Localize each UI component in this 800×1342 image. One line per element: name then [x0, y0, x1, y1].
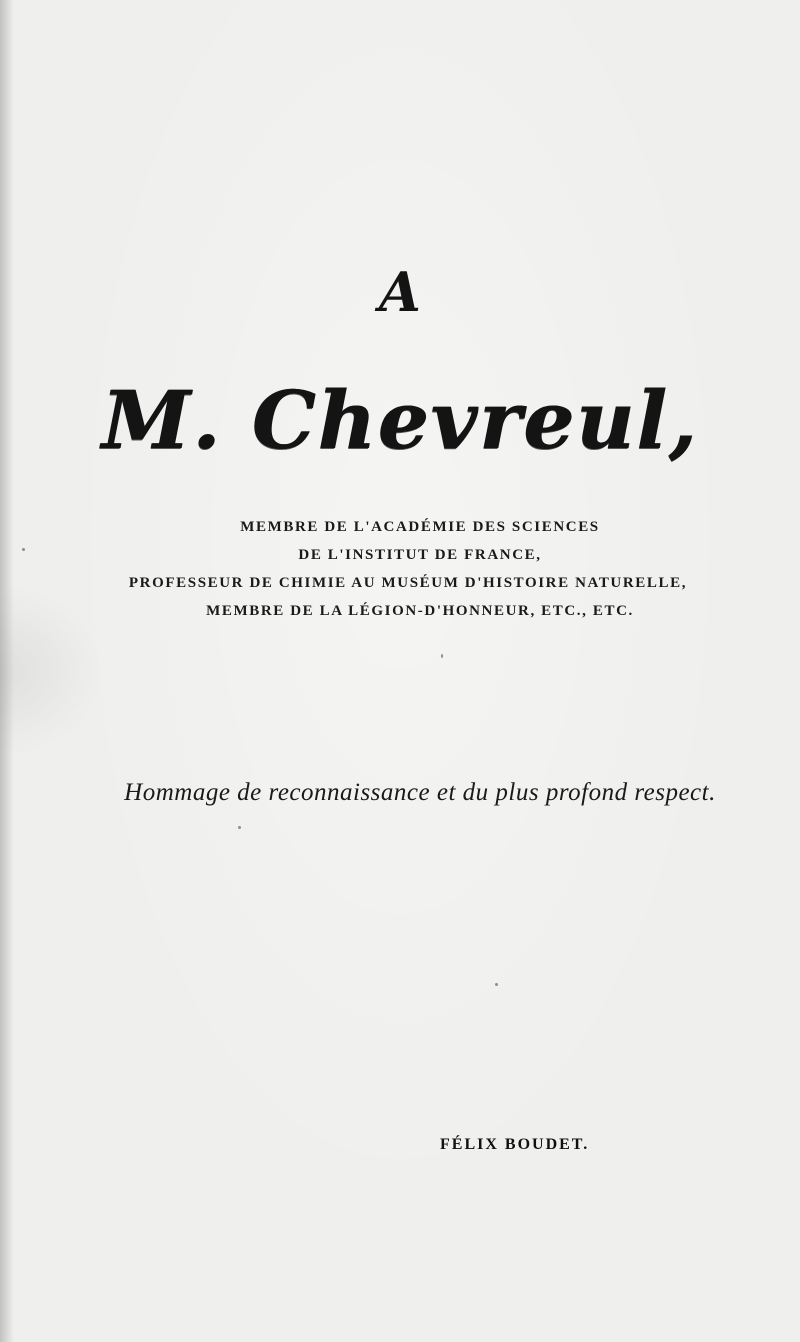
paper-speck: [441, 654, 443, 658]
paper-speck: [495, 983, 498, 986]
title-line: MEMBRE DE LA LÉGION-D'HONNEUR, ETC., ETC.: [206, 603, 634, 619]
binding-shadow: [0, 0, 14, 1342]
dedicatee-titles: [0, 513, 800, 625]
dedication-prefix: A: [379, 260, 421, 324]
author-signature: FÉLIX BOUDET.: [440, 1136, 590, 1153]
title-line: DE L'INSTITUT DE FRANCE,: [298, 547, 542, 563]
title-line: PROFESSEUR DE CHIMIE AU MUSÉUM D'HISTOIRE NATURELLE,: [128, 575, 688, 591]
title-line: MEMBRE DE L'ACADÉMIE DES SCIENCES: [240, 519, 600, 535]
paper-speck: [22, 548, 25, 551]
paper-speck: [238, 826, 241, 829]
hommage-text: Hommage de reconnaissance et du plus profond respect.: [124, 779, 716, 806]
dedicatee-name: M. Chevreul,: [101, 373, 699, 467]
